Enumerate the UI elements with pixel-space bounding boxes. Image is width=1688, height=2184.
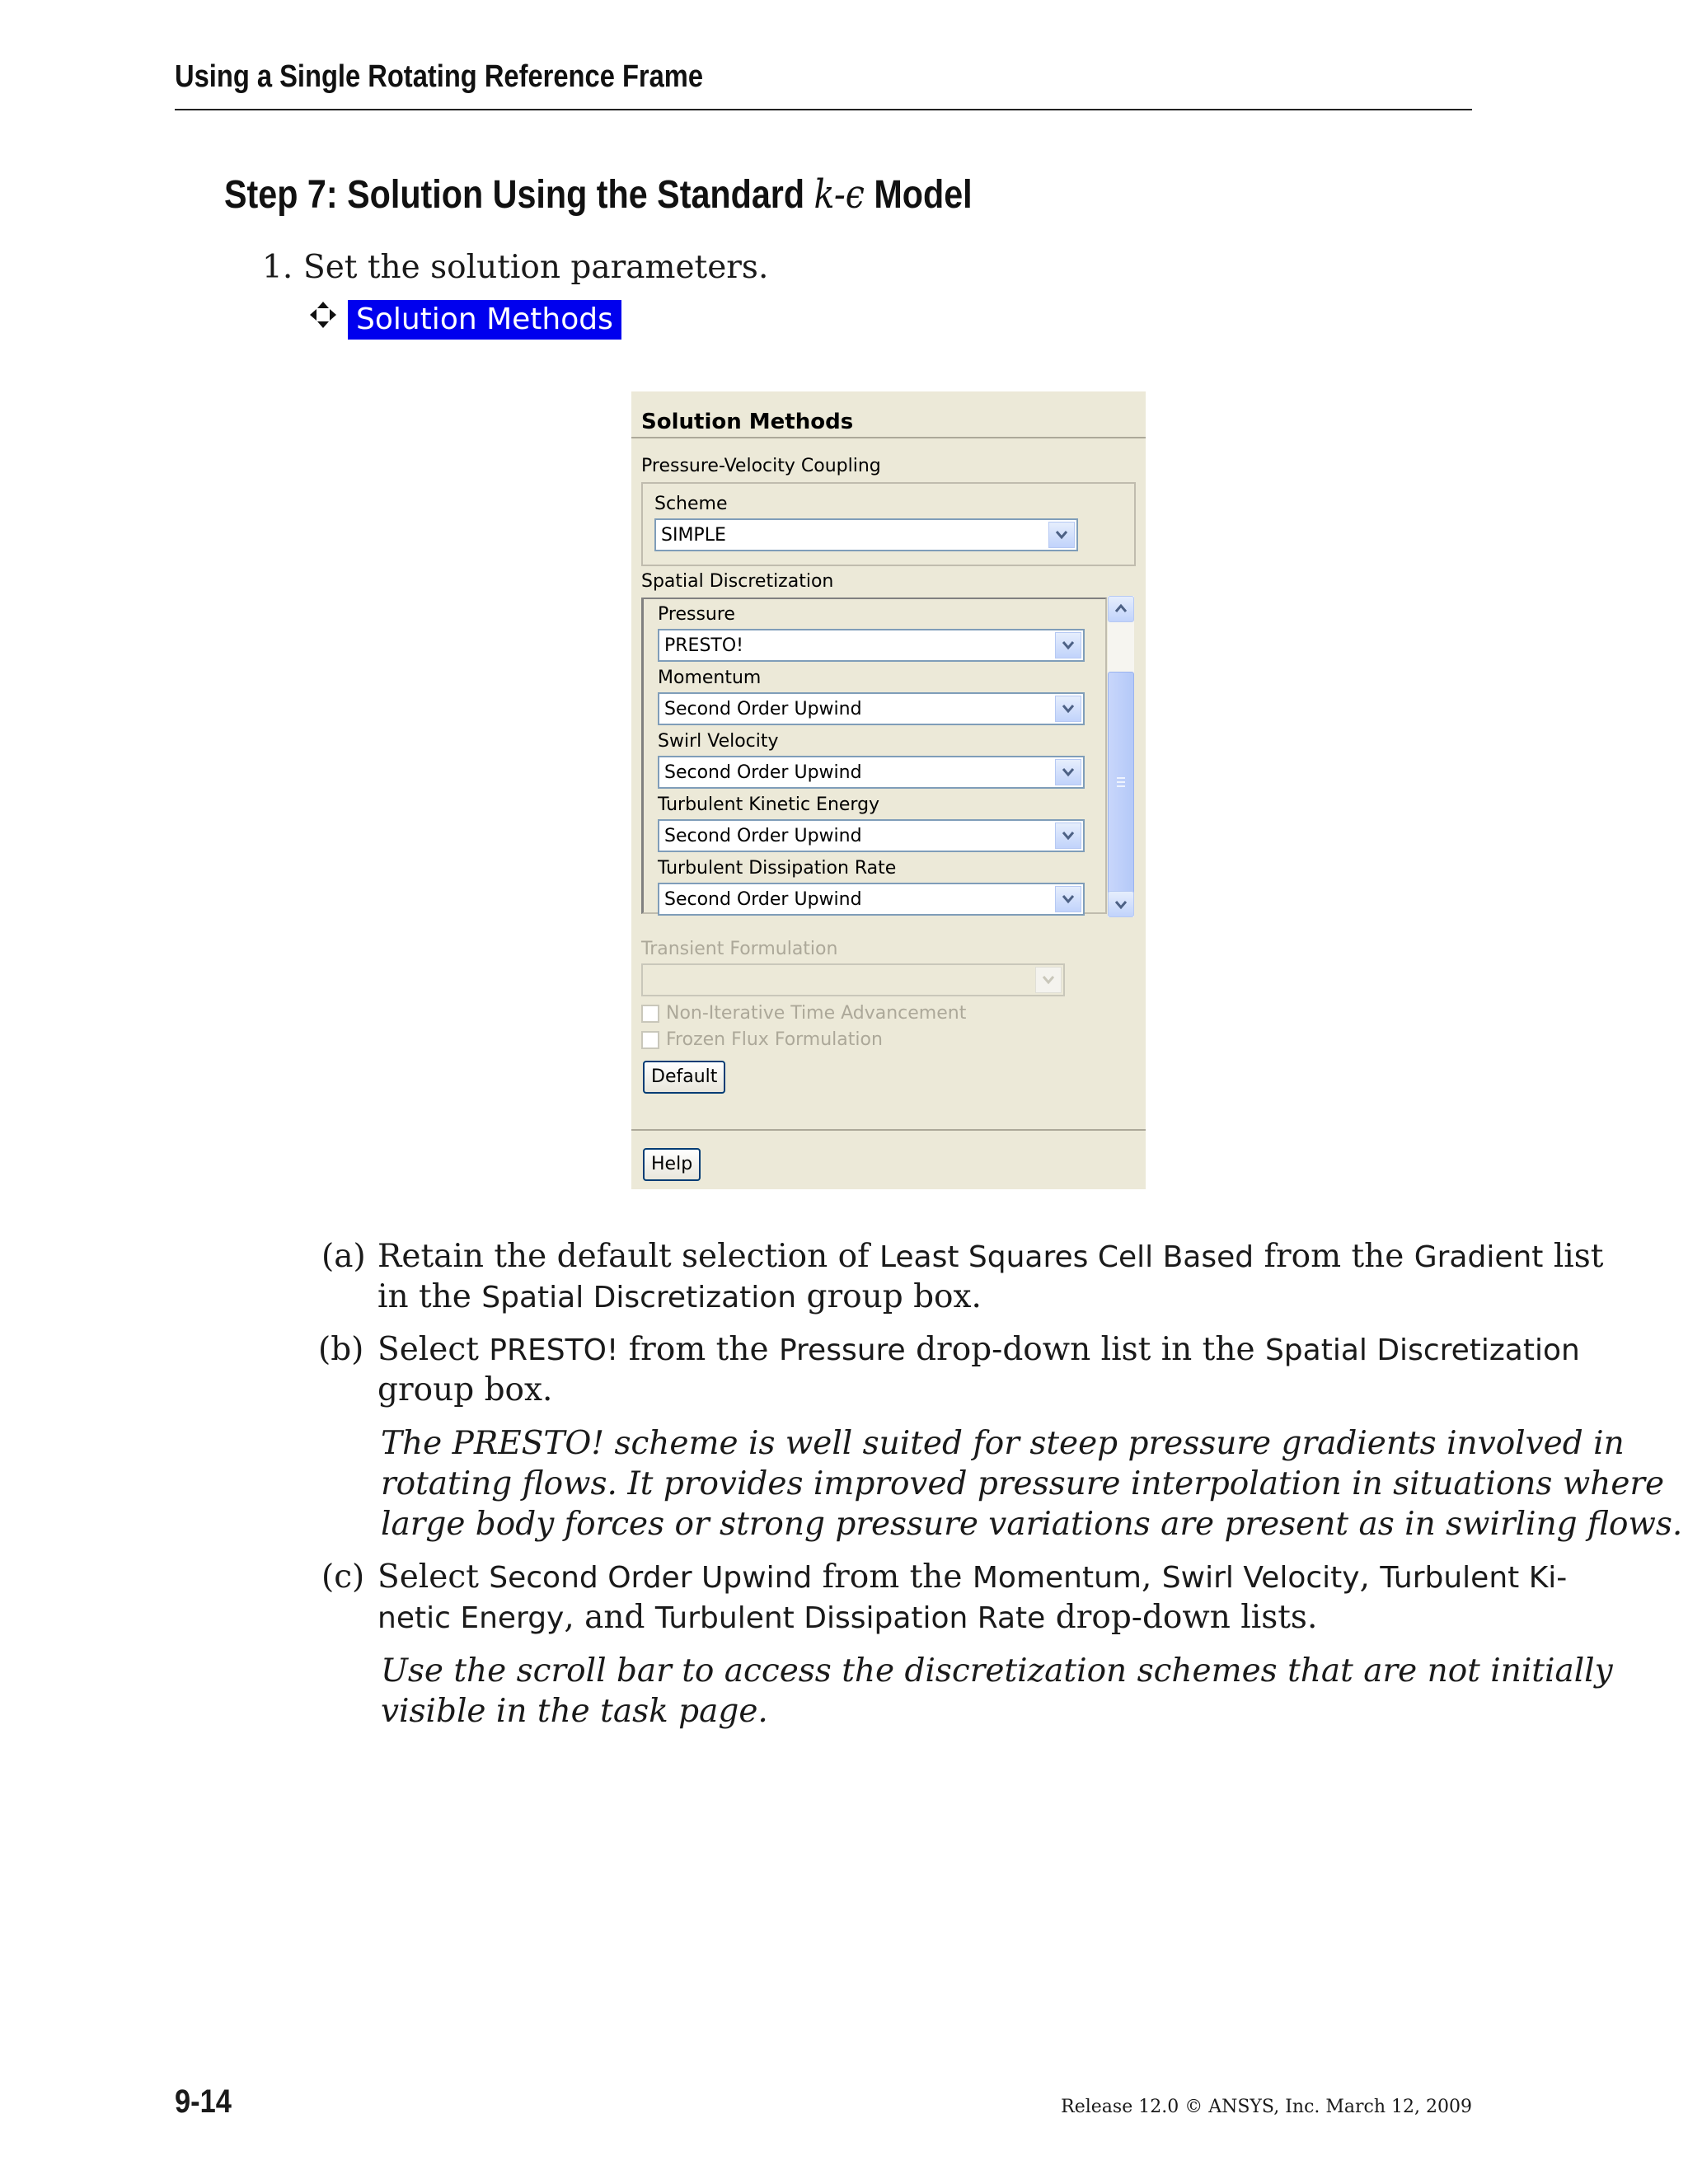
chevron-up-icon[interactable]	[1108, 596, 1134, 622]
scheme-value: SIMPLE	[661, 525, 726, 546]
ui-term: Least Squares Cell Based	[879, 1240, 1254, 1274]
item-a-marker: (a)	[321, 1238, 366, 1275]
tdr-value: Second Order Upwind	[664, 889, 862, 910]
page-number: 9-14	[175, 2083, 232, 2120]
momentum-dropdown[interactable]	[658, 692, 1085, 725]
ui-term: Turbulent Dissipation Rate	[654, 1601, 1046, 1635]
item-a-line1: Retain the default selection of Least Squares Cell Based from the Gradient list	[377, 1238, 1604, 1275]
swirl-velocity-label: Swirl Velocity	[658, 731, 779, 752]
ui-term: netic Energy	[377, 1601, 565, 1635]
chevron-down-icon[interactable]	[1048, 522, 1075, 548]
swirl-velocity-dropdown[interactable]	[658, 756, 1085, 789]
ui-term: Spatial Discretization	[481, 1281, 797, 1315]
tdr-label: Turbulent Dissipation Rate	[658, 858, 897, 879]
swirl-velocity-value: Second Order Upwind	[664, 762, 862, 783]
item-1-number: 1.	[262, 249, 293, 286]
momentum-value: Second Order Upwind	[664, 699, 862, 719]
item-c-note-1: Use the scroll bar to access the discretization schemes that are not initially	[381, 1652, 1613, 1690]
pressure-label: Pressure	[658, 604, 735, 625]
item-b-line1: Select PRESTO! from the Pressure drop-down list in the Spatial Discretization	[377, 1331, 1580, 1368]
step-title-math: k-ϵ	[814, 171, 865, 218]
chevron-down-icon[interactable]	[1055, 696, 1081, 722]
item-b-line2: group box.	[377, 1371, 553, 1408]
scheme-dropdown[interactable]	[654, 518, 1078, 551]
chevron-down-icon[interactable]	[1055, 886, 1081, 912]
frozen-flux-checkbox[interactable]	[641, 1031, 659, 1049]
panel-bottom-rule	[631, 1129, 1146, 1131]
ui-term: PRESTO!	[489, 1333, 619, 1367]
item-c-line1: Select Second Order Upwind from the Momentum, Swirl Velocity, Turbulent Ki-	[377, 1558, 1568, 1596]
item-c-marker: (c)	[321, 1558, 365, 1596]
item-b-note-1: The PRESTO! scheme is well suited for steep pressure gradients involved in	[381, 1425, 1625, 1462]
solution-methods-panel	[631, 391, 1146, 1189]
default-button[interactable]: Default	[643, 1061, 725, 1094]
scheme-label: Scheme	[654, 494, 728, 514]
chevron-down-icon[interactable]	[1035, 967, 1062, 993]
panel-title: Solution Methods	[641, 410, 854, 434]
chevron-down-icon[interactable]	[1108, 891, 1134, 917]
release-footer: Release 12.0 © ANSYS, Inc. March 12, 2009	[1061, 2097, 1472, 2117]
tke-label: Turbulent Kinetic Energy	[658, 794, 880, 815]
chevron-down-icon[interactable]	[1055, 823, 1081, 849]
ui-term: Second Order Upwind	[489, 1561, 813, 1595]
scrollbar-thumb[interactable]	[1108, 672, 1134, 894]
ui-term: Turbulent Ki-	[1380, 1561, 1568, 1595]
item-b-marker: (b)	[318, 1331, 364, 1368]
running-header: Using a Single Rotating Reference Frame	[175, 59, 704, 94]
ui-term: Swirl Velocity	[1161, 1561, 1360, 1595]
solution-methods-link[interactable]: Solution Methods	[348, 300, 621, 340]
vertical-scrollbar[interactable]	[1108, 596, 1134, 917]
transient-formulation-dropdown[interactable]	[641, 963, 1065, 996]
ui-term: Momentum	[972, 1561, 1142, 1595]
tke-value: Second Order Upwind	[664, 826, 862, 846]
item-c-line2: netic Energy, and Turbulent Dissipation Rate drop-down lists.	[377, 1599, 1318, 1636]
panel-title-rule	[631, 437, 1146, 438]
header-rule	[175, 109, 1472, 110]
chevron-down-icon[interactable]	[1055, 759, 1081, 785]
spatial-discretization-label: Spatial Discretization	[641, 571, 834, 592]
ui-term: Pressure	[778, 1333, 906, 1367]
non-iterative-label: Non-Iterative Time Advancement	[666, 1003, 967, 1024]
item-b-note-2: rotating flows. It provides improved pressure interpolation in situations where	[381, 1465, 1665, 1502]
frozen-flux-label: Frozen Flux Formulation	[666, 1029, 883, 1050]
step-title	[224, 171, 973, 218]
item-1-text: Set the solution parameters.	[303, 249, 769, 286]
item-c-note-2: visible in the task page.	[381, 1693, 768, 1730]
item-a-line2: in the Spatial Discretization group box.	[377, 1278, 982, 1315]
chevron-down-icon[interactable]	[1055, 632, 1081, 658]
ui-term: Spatial Discretization	[1264, 1333, 1580, 1367]
step-title-prefix: Step 7: Solution Using the Standard	[224, 173, 814, 217]
transient-formulation-label: Transient Formulation	[641, 939, 838, 959]
ui-term: Gradient	[1414, 1240, 1544, 1274]
pressure-dropdown[interactable]	[658, 629, 1085, 662]
non-iterative-checkbox[interactable]	[641, 1005, 659, 1023]
momentum-label: Momentum	[658, 668, 762, 688]
pv-coupling-label: Pressure-Velocity Coupling	[641, 456, 881, 476]
pressure-value: PRESTO!	[664, 635, 743, 656]
tdr-dropdown[interactable]	[658, 883, 1085, 916]
step-title-suffix: Model	[864, 173, 973, 217]
tke-dropdown[interactable]	[658, 819, 1085, 852]
help-button[interactable]: Help	[643, 1148, 701, 1181]
nav-arrows-icon	[307, 298, 340, 331]
item-b-note-3: large body forces or strong pressure variations are present as in swirling flows.	[381, 1506, 1683, 1543]
